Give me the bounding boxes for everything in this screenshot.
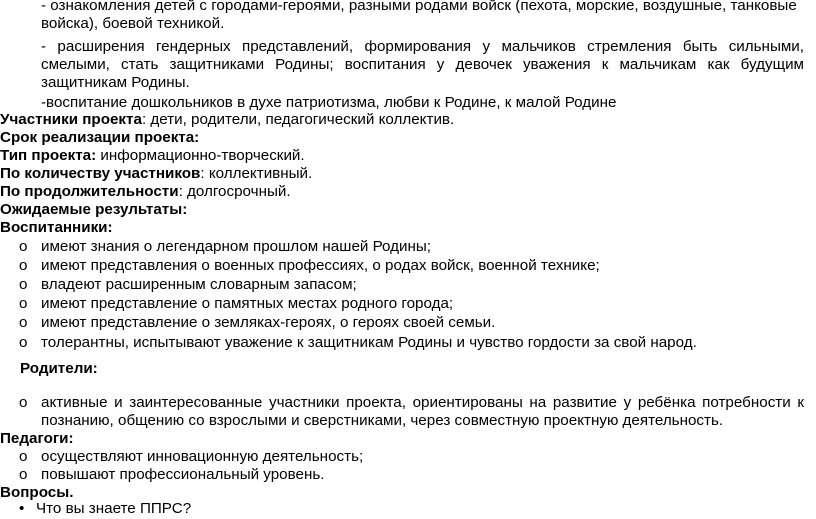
- count-value: : коллективный.: [200, 165, 313, 182]
- parents-bullet: o: [19, 394, 28, 411]
- intro-line-2: войска), боевой техникой.: [41, 15, 225, 32]
- participants-line: [0, 110, 454, 130]
- questions-heading: Вопросы.: [0, 484, 74, 501]
- pupil-bullet-1: o: [19, 238, 28, 255]
- pupils-heading: Воспитанники:: [0, 219, 113, 236]
- results-label: Ожидаемые результаты:: [0, 201, 188, 218]
- intro-line-5: защитникам Родины.: [41, 74, 190, 91]
- parents-heading: Родители:: [20, 360, 98, 377]
- participants-label: Участники проекта: [0, 111, 142, 128]
- intro-line-1: - ознакомления детей с городами-героями, разными родами войск (пехота, морские, воздушные, танковые: [41, 0, 797, 14]
- pupil-item-3: владеют расширенным словарным запасом;: [41, 276, 357, 293]
- duration-line: [0, 182, 291, 202]
- question-bullet-1: •: [19, 500, 25, 517]
- teacher-bullet-2: o: [19, 466, 28, 483]
- type-line: [0, 146, 305, 166]
- pupil-item-5: имеют представление о земляках-героях, о героях своей семьи.: [41, 314, 496, 331]
- pupil-bullet-6: o: [19, 334, 28, 351]
- pupil-bullet-2: o: [19, 257, 28, 274]
- pupil-item-4: имеют представление о памятных местах родного города;: [41, 295, 454, 312]
- intro-line-3: - расширения гендерных представлений, формирования у мальчиков стремления быть сильными,: [41, 38, 804, 55]
- pupil-bullet-4: o: [19, 295, 28, 312]
- pupil-bullet-3: o: [19, 276, 28, 293]
- teachers-heading: Педагоги:: [0, 430, 74, 447]
- count-line: [0, 164, 312, 184]
- question-item-1: Что вы знаете ППРС?: [36, 500, 192, 517]
- type-value: информационно-творческий.: [96, 147, 305, 164]
- teacher-item-2: повышают профессиональный уровень.: [41, 466, 325, 483]
- pupil-item-6: толерантны, испытывают уважение к защитникам Родины и чувство гордости за свой народ.: [41, 334, 697, 351]
- duration-value: : долгосрочный.: [178, 183, 291, 200]
- pupil-item-1: имеют знания о легендарном прошлом нашей Родины;: [41, 238, 432, 255]
- parents-line-2: познанию, общению со взрослыми и сверстниками, через совместную проектную деятельность.: [41, 412, 724, 429]
- intro-line-4: смелыми, стать защитниками Родины; воспитания у девочек уважения к мальчикам как будущим: [41, 56, 804, 73]
- type-label: Тип проекта:: [0, 147, 97, 164]
- pupil-bullet-5: o: [19, 314, 28, 331]
- teacher-bullet-1: o: [19, 448, 28, 465]
- duration-label: По продолжительности: [0, 183, 179, 200]
- pupil-item-2: имеют представления о военных профессиях, о родах войск, военной технике;: [41, 257, 600, 274]
- term-label: Срок реализации проекта:: [0, 129, 200, 146]
- count-label: По количеству участников: [0, 165, 201, 182]
- participants-value: : дети, родители, педагогический коллектив.: [141, 111, 455, 128]
- intro-line-6: -воспитание дошкольников в духе патриотизма, любви к Родине, к малой Родине: [41, 94, 617, 111]
- parents-line-1: активные и заинтересованные участники проекта, ориентированы на развитие у ребёнка потребности к: [41, 394, 804, 411]
- teacher-item-1: осуществляют инновационную деятельность;: [41, 448, 364, 465]
